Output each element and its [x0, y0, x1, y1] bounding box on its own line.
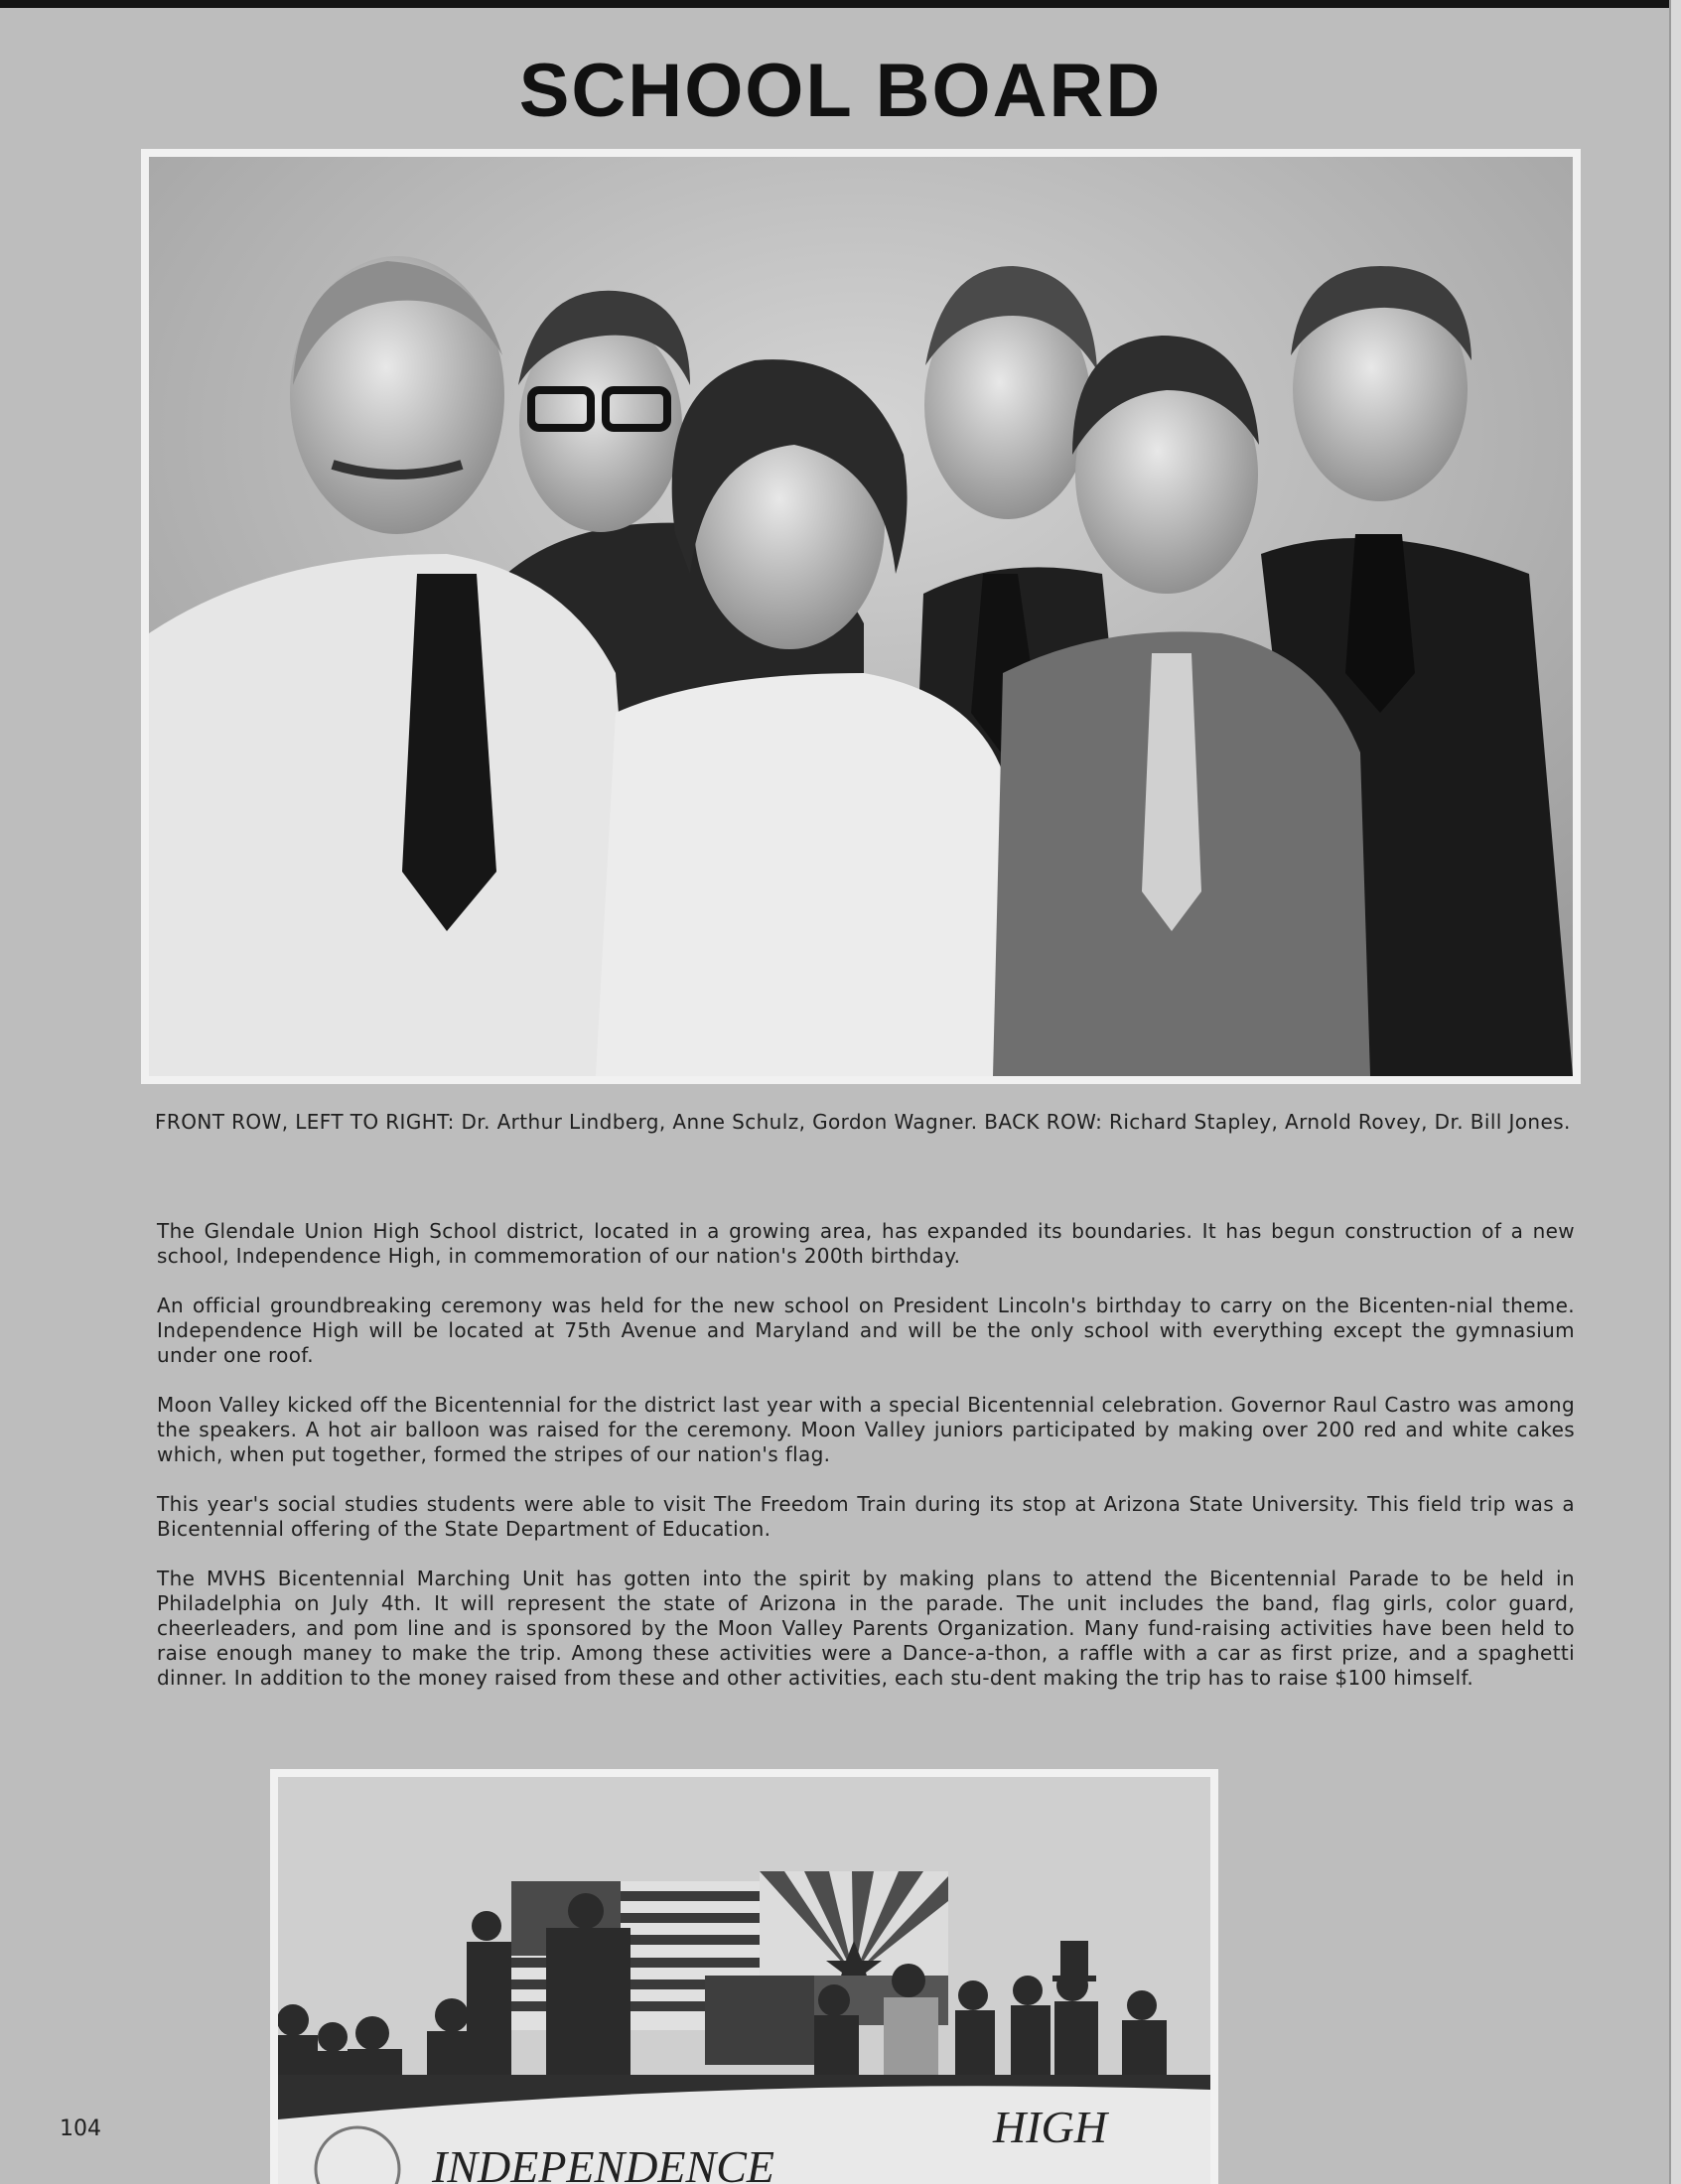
page-top-edge [0, 0, 1681, 8]
page-binding-edge [1669, 0, 1681, 2184]
group-portrait-illustration [149, 157, 1573, 1076]
banner-text-independence: INDEPENDENCE [432, 2141, 774, 2184]
article-paragraph: This year's social studies students were able to visit The Freedom Train during its stop at Arizona State University. This field trip was a Bicentennial offering of the State Department of Education. [157, 1492, 1575, 1541]
article-paragraph: The Glendale Union High School district, located in a growing area, has expanded its boundaries. It has begun construction of a new school, Independence High, in commemoration of our nation's 200th birthday. [157, 1219, 1575, 1268]
article-body [157, 1219, 1575, 1715]
page-title: SCHOOL BOARD [518, 49, 1163, 133]
article-paragraph: Moon Valley kicked off the Bicentennial for the district last year with a special Bicentennial celebration. Governor Raul Castro was among the speakers. A hot air balloon was raised for the ceremony. Moon Valley juniors participated by making over 200 red and white cakes which, when put together, formed the stripes of our nation's flag. [157, 1393, 1575, 1466]
ceremony-illustration [278, 1777, 1210, 2184]
groundbreaking-ceremony-photo [270, 1769, 1218, 2184]
page-number: 104 [60, 2116, 101, 2141]
independence-high-banner [278, 2075, 1210, 2184]
school-board-group-photo [141, 149, 1581, 1084]
banner-text-high: HIGH [993, 2102, 1107, 2152]
article-paragraph: An official groundbreaking ceremony was held for the new school on President Lincoln's birthday to carry on the Bicenten-nial theme. Independence High will be located at 75th Avenue and Maryland and will be the only school with everything except the gymnasium under one roof. [157, 1294, 1575, 1367]
photo-caption: FRONT ROW, LEFT TO RIGHT: Dr. Arthur Lindberg, Anne Schulz, Gordon Wagner. BACK ROW: Richard Stapley, Arnold Rovey, Dr. Bill Jones. [155, 1110, 1571, 1134]
article-paragraph: The MVHS Bicentennial Marching Unit has gotten into the spirit by making plans to attend the Bicentennial Parade to be held in Philadelphia on July 4th. It will represent the state of Arizona in the parade. The unit includes the band, flag girls, color guard, cheerleaders, and pom line and is sponsored by the Moon Valley Parents Organization. Many fund-raising activities have been held to raise enough maney to make the trip. Among these activities were a Dance-a-thon, a raffle with a car as first prize, and a spaghetti dinner. In addition to the money raised from these and other activities, each stu-dent making the trip has to raise $100 himself. [157, 1567, 1575, 1690]
